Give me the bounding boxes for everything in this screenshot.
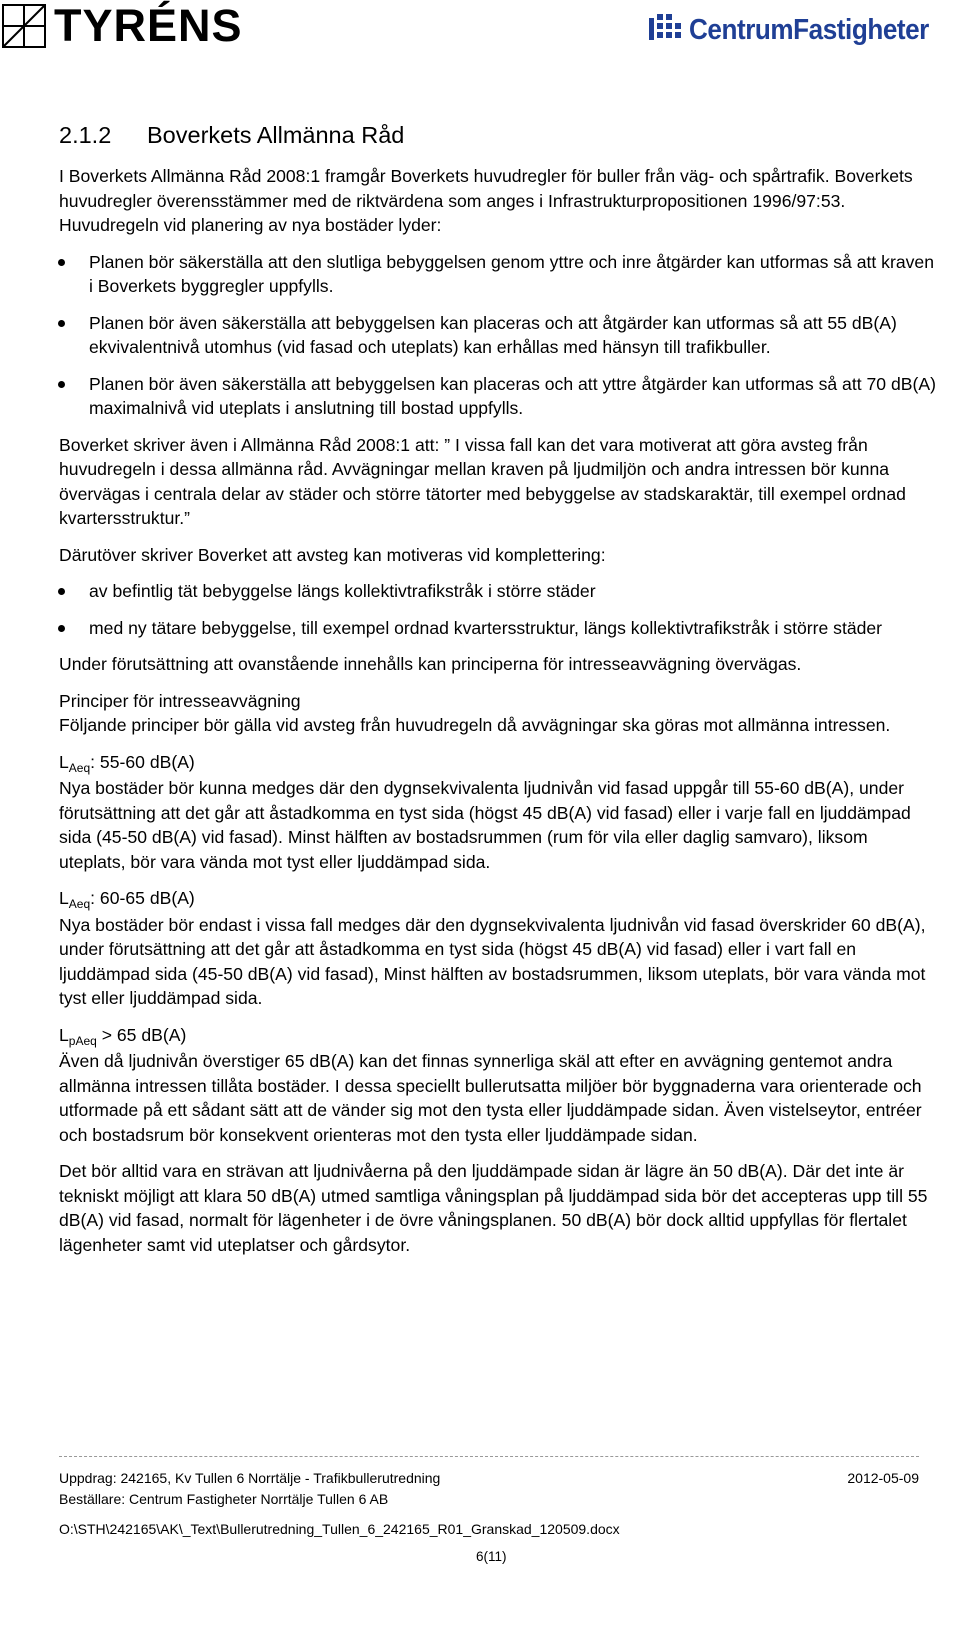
- principles-text: Följande principer bör gälla vid avsteg från huvudregeln då avvägningar ska göras mot allmänna intressen.: [59, 715, 891, 735]
- list-item-text: med ny tätare bebyggelse, till exempel ordnad kvartersstruktur, längs kollektivtrafikstråk i större städer: [89, 617, 883, 638]
- level-value: : 55-60 dB(A): [90, 751, 195, 772]
- tyrens-logo-text: TYRÉNS: [54, 0, 243, 51]
- quote-paragraph: Boverket skriver även i Allmänna Råd 2008:1 att: ” I vissa fall kan det vara motiverat att göra avsteg från huvudregeln i dessa allmänna råd. Avvägningar mellan kraven på ljudmiljön och andra intressen bör kunna övervägas i centrala delar av städer och större tätorter med bebyggelse av stadskaraktär, till exempel ordnad kvartersstruktur.”: [59, 434, 906, 528]
- document-body: [59, 120, 939, 1257]
- list-item: [59, 579, 939, 604]
- centrum-logo-text: [689, 12, 929, 48]
- level-heading: [59, 1023, 939, 1050]
- level-subscript: pAeq: [68, 1033, 97, 1048]
- list-item-text: Planen bör säkerställa att den slutliga bebyggelsen genom yttre och inre åtgärder kan utformas så att kraven i Boverkets byggregler uppfylls.: [89, 251, 934, 296]
- footer-date: 2012-05-09: [847, 1470, 919, 1486]
- bullet-list-komplettering: [59, 579, 939, 640]
- level-block-3: [59, 1023, 939, 1148]
- intro-paragraph: I Boverkets Allmänna Råd 2008:1 framgår Boverkets huvudregler för buller från väg- och spårtrafik. Boverkets huvudregler överensstämmer med de riktvärdena som anges i Infrastrukturpropositionen 1996/97:53. Huvudregeln vid planering av nya bostäder lyder:: [59, 166, 913, 235]
- level-text: Nya bostäder bör endast i vissa fall medges där den dygnsekvivalenta ljudnivån vid fasad överskrider 60 dB(A), under förutsättning att det går att åstadkomma en tyst sida (högst 45 dB(A) vid fasad) eller i vart fall en ljuddämpad sida (45-50 dB(A) vid fasad), Minst hälften av bostadsrummen, liksom uteplats, bör vara vända mot tyst eller ljuddämpad sida.: [59, 914, 926, 1008]
- section-title: Boverkets Allmänna Råd: [147, 122, 405, 148]
- page-number: 6(11): [476, 1549, 507, 1564]
- page-header: [0, 0, 960, 60]
- bullet-list-rules: [59, 250, 939, 421]
- level-heading: [59, 886, 939, 913]
- level-block-2: [59, 886, 939, 1011]
- bullet-icon: [58, 381, 65, 388]
- centrum-logo-word-1: Centrum: [689, 14, 794, 46]
- list-item-text: Planen bör även säkerställa att bebyggelsen kan placeras och att åtgärder kan utformas så att 55 dB(A) ekvivalentnivå utomhus (vid fasad och uteplats) kan erhållas med hänsyn till trafikbuller.: [89, 312, 897, 357]
- level-block-1: [59, 750, 939, 875]
- level-value: : 60-65 dB(A): [90, 888, 195, 908]
- level-subscript: Aeq: [68, 760, 91, 775]
- final-paragraph: Det bör alltid vara en strävan att ljudnivåerna på den ljuddämpade sidan är lägre än 50 dB(A). Där det inte är tekniskt möjligt att klara 50 dB(A) utmed samtliga våningsplan på ljuddämpad sida bör det accepteras upp till 55 dB(A) vid fasad, normalt för lägenheter i de övre våningsplanen. 50 dB(A) bör dock alltid uppfyllas för flertalet lägenheter samt vid uteplatser och gårdsytor.: [59, 1161, 928, 1255]
- list-item-text: av befintlig tät bebyggelse längs kollektivtrafikstråk i större städer: [89, 581, 596, 601]
- footer-line-1: [59, 1470, 919, 1486]
- principles-heading: Principer för intresseavvägning: [59, 690, 301, 711]
- bullet-icon: [58, 625, 65, 632]
- level-symbol: L: [59, 751, 69, 772]
- section-heading: [59, 120, 939, 150]
- level-text: Nya bostäder bör kunna medges där den dygnsekvivalenta ljudnivån vid fasad uppgår till 55-60 dB(A), under förutsättning att det går att åstadkomma en tyst sida (högst 45 dB(A) vid fasad) eller i varje fall en ljuddämpad sida (45-50 dB(A) vid fasad). Minst hälften av bostadsrummen (rum för vila eller daglig samvaro), liksom uteplats, bör vara vända mot tyst eller ljuddämpad sida.: [59, 778, 911, 872]
- komplettering-paragraph: Därutöver skriver Boverket att avsteg kan motiveras vid komplettering:: [59, 544, 606, 565]
- centrum-logo-word-2: Fastigheter: [793, 14, 930, 46]
- level-value: > 65 dB(A): [96, 1024, 187, 1045]
- list-item: [59, 372, 939, 421]
- footer-file-path: O:\STH\242165\AK\_Text\Bullerutredning_Tullen_6_242165_R01_Granskad_120509.docx: [59, 1521, 620, 1537]
- level-heading: [59, 750, 939, 777]
- list-item-text: Planen bör även säkerställa att bebyggelsen kan placeras och att yttre åtgärder kan utformas så att 70 dB(A) maximalnivå vid uteplats i anslutning till bostad uppfylls.: [89, 373, 936, 418]
- tyrens-logo: [2, 0, 243, 51]
- centrum-logo-mark: [649, 12, 685, 48]
- level-text: Även då ljudnivån överstiger 65 dB(A) kan det finnas synnerliga skäl att efter en avvägning gentemot andra allmänna intressen tillåta bostäder. I dessa speciellt bullerutsatta miljöer bör byggnaderna vara orienterade och utformade på ett sådant sätt att de vänder sig mot den tysta eller ljuddämpade sidan. Även vistelseytor, entréer och bostadsrum bör konsekvent orienteras mot den tysta eller ljuddämpade sidan.: [59, 1051, 922, 1145]
- footer-divider: [59, 1456, 919, 1458]
- footer-assignment: Uppdrag: 242165, Kv Tullen 6 Norrtälje - Trafikbullerutredning: [59, 1470, 441, 1486]
- list-item: [59, 311, 939, 360]
- bullet-icon: [58, 320, 65, 327]
- list-item: [59, 616, 939, 641]
- level-symbol: L: [59, 1024, 69, 1045]
- list-item: [59, 250, 939, 299]
- section-number: 2.1.2: [59, 122, 112, 148]
- bullet-icon: [58, 259, 65, 266]
- level-symbol: L: [59, 888, 69, 908]
- tyrens-logo-mark: [2, 4, 46, 48]
- centrum-fastigheter-logo: [649, 12, 956, 48]
- principles-block: [59, 689, 939, 738]
- under-paragraph: Under förutsättning att ovanstående innehålls kan principerna för intresseavvägning övervägas.: [59, 654, 802, 674]
- footer-client: Beställare: Centrum Fastigheter Norrtälje Tullen 6 AB: [59, 1491, 389, 1507]
- level-subscript: Aeq: [68, 897, 91, 911]
- bullet-icon: [58, 588, 65, 595]
